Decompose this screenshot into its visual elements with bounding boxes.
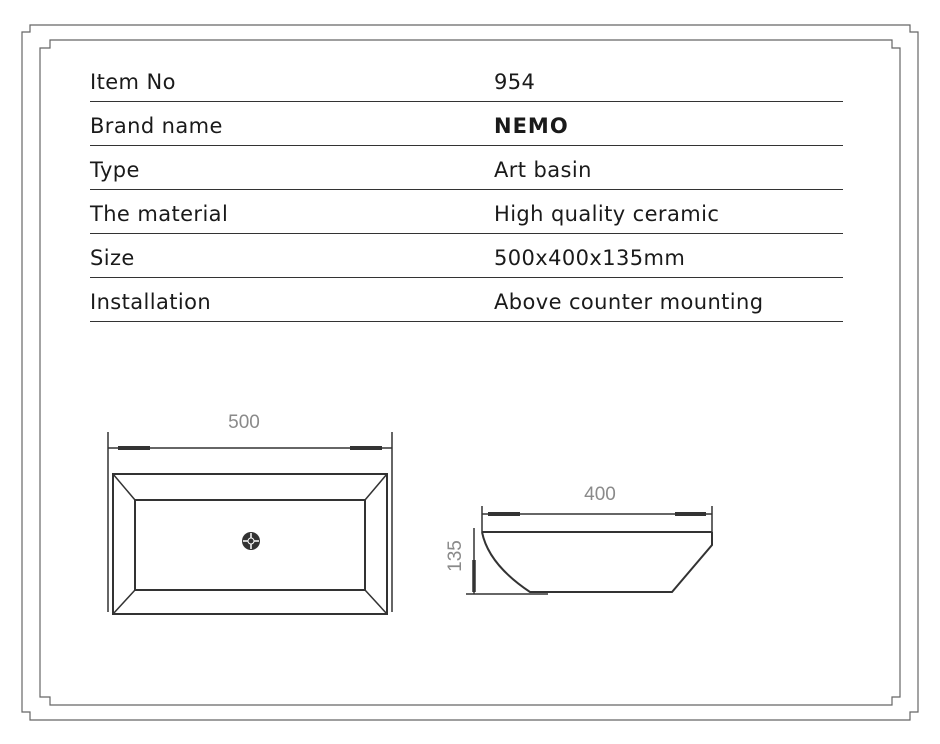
drain-icon — [242, 532, 260, 550]
spec-value: High quality ceramic — [494, 202, 720, 226]
spec-value: Above counter mounting — [494, 290, 764, 314]
depth-dimension-label: 400 — [584, 484, 616, 505]
width-dimension-label: 500 — [228, 412, 260, 433]
basin-top-view — [108, 432, 392, 614]
height-dimension-label: 135 — [445, 540, 466, 572]
spec-label: Item No — [90, 70, 176, 94]
basin-profile — [482, 532, 712, 592]
spec-value: 954 — [494, 70, 536, 94]
spec-value: Art basin — [494, 158, 592, 182]
spec-label: Brand name — [90, 114, 223, 138]
spec-label: Type — [90, 158, 140, 182]
spec-value: 500x400x135mm — [494, 246, 686, 270]
spec-label: Installation — [90, 290, 212, 314]
spec-value: NEMO — [494, 114, 569, 138]
basin-side-view — [466, 506, 712, 594]
spec-label: Size — [90, 246, 135, 270]
spec-label: The material — [90, 202, 229, 226]
